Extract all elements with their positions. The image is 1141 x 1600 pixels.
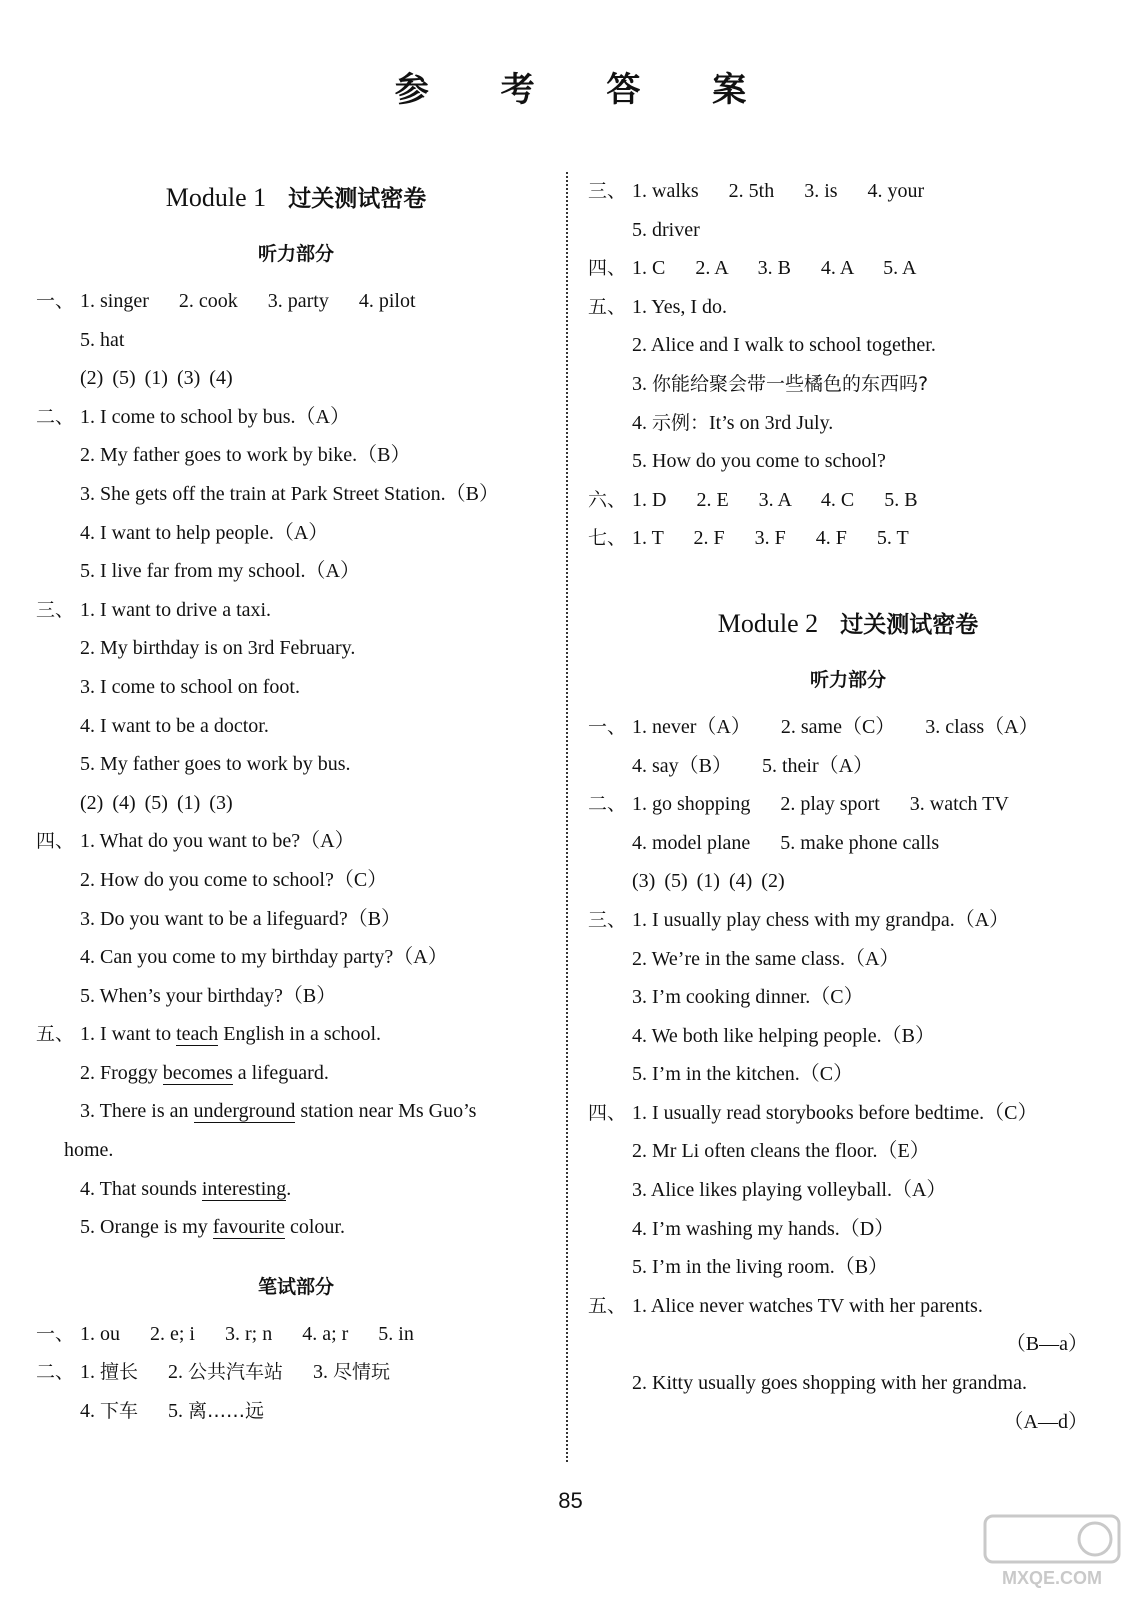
underlined-word: interesting	[201, 1177, 287, 1200]
m1-s3-line	[36, 784, 556, 823]
m1-w2-line	[36, 1353, 556, 1392]
text-segment: colour.	[284, 1216, 345, 1239]
module-2-title	[588, 596, 1108, 652]
m2-s5-line	[588, 1287, 1108, 1326]
m2-s4-line	[588, 1171, 1108, 1210]
page-title: 参 考 答 案	[394, 70, 777, 110]
text-segment: 4. That sounds	[80, 1177, 202, 1200]
m1-s2-line	[36, 436, 556, 475]
m2-s1-line	[588, 747, 1108, 786]
m2-s5-label: 五、	[588, 1294, 627, 1317]
m1-s3-label: 三、	[36, 598, 75, 621]
m1-s5-text	[80, 1015, 381, 1054]
m2-s3-line	[588, 978, 1108, 1017]
m2-s1-line	[588, 708, 1108, 747]
m2-s4-line	[588, 1248, 1108, 1287]
m2-s5-match: （B—a）	[1005, 1333, 1088, 1356]
m2-s5-text: 2. Kitty usually goes shopping with her grandma.	[632, 1372, 1027, 1395]
m2-s2-text: 1. go shopping 2. play sport 3. watch TV	[632, 793, 1009, 816]
m1-w7-label: 七、	[588, 527, 627, 550]
text-segment: 2. Froggy	[80, 1061, 163, 1084]
text-segment: 公共汽车站	[188, 1361, 284, 1384]
m1-s2-text: 4. I want to help people.（A）	[80, 521, 329, 544]
m1-w5-line	[588, 326, 1108, 365]
module-1-title-cn: 过关测试密卷	[288, 186, 427, 212]
m2-s2-text: 4. model plane 5. make phone calls	[632, 831, 940, 854]
m1-w5-text	[588, 404, 833, 443]
m1-s3-text: 4. I want to be a doctor.	[80, 714, 269, 737]
m1-s1-line	[36, 282, 556, 321]
m1-s4-line	[36, 822, 556, 861]
m2-s2-line	[588, 824, 1108, 863]
m1-s4-line	[36, 977, 556, 1016]
m1-s1-line	[36, 321, 556, 360]
m2-s1-text: 4. say（B） 5. their（A）	[632, 754, 874, 777]
m1-s3-line	[36, 745, 556, 784]
m1-w4-text: 1. C 2. A 3. B 4. A 5. A	[632, 257, 917, 280]
m1-s1-text: 5. hat	[80, 328, 125, 351]
m1-s5-line	[36, 1015, 556, 1054]
m2-listening-heading: 听力部分	[809, 668, 886, 691]
m1-s3-line	[36, 629, 556, 668]
m2-s3-label: 三、	[588, 908, 627, 931]
watermark-text: MXQE.COM	[1001, 1568, 1103, 1588]
m1-w7-line	[588, 519, 1108, 558]
m2-s4-line	[588, 1210, 1108, 1249]
m1-s3-text: 3. I come to school on foot.	[80, 675, 300, 698]
m2-s4-text: 5. I’m in the living room.（B）	[632, 1256, 889, 1279]
m2-s1-text: 1. never（A） 2. same（C） 3. class（A）	[632, 715, 1039, 738]
text-segment: 2.	[138, 1361, 189, 1384]
m1-s3-line	[36, 668, 556, 707]
m2-s5-line	[588, 1364, 1108, 1403]
m2-s1-label: 一、	[588, 715, 627, 738]
m2-s2-order: (3) (5) (1) (4) (2)	[632, 870, 785, 893]
m1-s5-line	[36, 1092, 556, 1131]
m1-w1-line	[36, 1315, 556, 1354]
m1-s5-line	[36, 1208, 556, 1247]
m1-w2-line	[36, 1392, 556, 1431]
m1-w6-text: 1. D 2. E 3. A 4. C 5. B	[632, 488, 918, 511]
m2-s4-text: 1. I usually read storybooks before bedtime.（C）	[632, 1101, 1038, 1124]
module-1-title	[36, 170, 556, 226]
m1-w3-line	[588, 172, 1108, 211]
m2-s4-label: 四、	[588, 1101, 627, 1124]
m2-s3-line	[588, 940, 1108, 979]
underlined-word: underground	[193, 1100, 296, 1123]
m1-s5-text	[36, 1092, 476, 1131]
m1-s3-line	[36, 591, 556, 630]
m1-w5-text: 5. How do you come to school?	[632, 450, 886, 473]
m1-s3-line	[36, 707, 556, 746]
watermark-logo	[977, 1512, 1127, 1592]
m1-s2-line	[36, 475, 556, 514]
m1-s3-text: 2. My birthday is on 3rd February.	[80, 637, 356, 660]
text-segment: 4.	[632, 411, 652, 434]
text-segment: 3.	[283, 1361, 334, 1384]
text-segment: 下车	[100, 1400, 139, 1423]
spacer	[588, 558, 1108, 596]
left-column	[36, 170, 556, 1431]
m1-w1-text: 1. ou 2. e; i 3. r; n 4. a; r 5. in	[80, 1322, 414, 1345]
m1-w2-label: 二、	[36, 1361, 75, 1384]
underlined-word: becomes	[162, 1061, 233, 1084]
m2-s3-text: 3. I’m cooking dinner.（C）	[632, 986, 864, 1009]
m1-w1-label: 一、	[36, 1322, 75, 1345]
m2-s3-line	[588, 1017, 1108, 1056]
module-2-title-en: Module 2	[717, 608, 819, 638]
text-segment: English in a school.	[218, 1023, 382, 1046]
m1-s1-line	[36, 359, 556, 398]
text-segment: 你能给聚会带一些橘色的东西吗?	[652, 372, 929, 395]
m2-s2-label: 二、	[588, 793, 627, 816]
text-segment: 示例：	[652, 411, 710, 434]
text-segment: 尽情玩	[333, 1361, 391, 1384]
m1-s2-text: 3. She gets off the train at Park Street Station.（B）	[80, 482, 500, 505]
m1-s2-text: 5. I live far from my school.（A）	[80, 560, 360, 583]
m2-s3-text: 4. We both like helping people.（B）	[632, 1024, 935, 1047]
m1-w2-text	[36, 1392, 264, 1431]
m1-s4-text: 4. Can you come to my birthday party?（A）	[80, 946, 448, 969]
text-segment: 3.	[632, 372, 652, 395]
m1-s4-line	[36, 900, 556, 939]
m1-listening-heading: 听力部分	[257, 243, 334, 265]
m1-w5-line	[588, 442, 1108, 481]
m1-w5-line	[588, 288, 1108, 327]
m1-s5-line	[36, 1054, 556, 1093]
m1-w3-text: 5. driver	[632, 218, 700, 241]
m1-s5-text	[36, 1208, 345, 1247]
text-segment: 擅长	[100, 1361, 139, 1384]
m2-s5-text: 1. Alice never watches TV with her parents.	[632, 1294, 983, 1317]
m1-w5-label: 五、	[588, 295, 627, 318]
m1-s2-text: 1. I come to school by bus.（A）	[80, 405, 350, 428]
m2-s2-line	[588, 785, 1108, 824]
m2-s2-line	[588, 862, 1108, 901]
m1-w5-line	[588, 365, 1108, 404]
m1-s3-text: 5. My father goes to work by bus.	[80, 753, 351, 776]
m1-s2-line	[36, 514, 556, 553]
m1-s5-text	[36, 1054, 329, 1093]
m2-s4-line	[588, 1132, 1108, 1171]
m1-w5-text: 1. Yes, I do.	[632, 295, 728, 318]
text-segment: 1. I want to	[80, 1023, 177, 1046]
m1-w5-text	[588, 365, 928, 404]
m1-s2-line	[36, 398, 556, 437]
column-divider	[566, 172, 568, 1462]
m1-w4-label: 四、	[588, 257, 627, 280]
m2-s5-match: （A—d）	[1003, 1410, 1088, 1433]
m2-s3-line	[588, 1055, 1108, 1094]
m1-w3-line	[588, 211, 1108, 250]
m1-w6-label: 六、	[588, 488, 627, 511]
text-segment: 4.	[80, 1400, 100, 1423]
m1-s5-text	[36, 1170, 291, 1209]
m1-s1-order: (2) (5) (1) (3) (4)	[80, 367, 233, 390]
m1-s1-text: 1. singer 2. cook 3. party 4. pilot	[80, 290, 416, 312]
m1-s5-line	[36, 1131, 556, 1170]
module-2-title-cn: 过关测试密卷	[840, 611, 979, 638]
m1-s5-label: 五、	[36, 1023, 75, 1046]
m1-s3-order: (2) (4) (5) (1) (3)	[80, 791, 233, 814]
m1-written-heading: 笔试部分	[257, 1275, 334, 1298]
m1-s4-line	[36, 938, 556, 977]
underlined-word: teach	[176, 1023, 219, 1046]
m1-w4-line	[588, 249, 1108, 288]
m1-s4-text: 2. How do you come to school?（C）	[80, 868, 388, 891]
m2-s4-line	[588, 1094, 1108, 1133]
text-segment: station near Ms Guo’s	[295, 1100, 477, 1123]
m1-s4-text: 5. When’s your birthday?（B）	[80, 984, 337, 1007]
text-segment: 3. There is an	[80, 1100, 194, 1123]
text-segment: a lifeguard.	[232, 1061, 329, 1084]
text-segment: 离……远	[188, 1400, 265, 1423]
m1-s3-text: 1. I want to drive a taxi.	[80, 598, 272, 621]
underlined-word: favourite	[212, 1216, 285, 1239]
text-segment: It’s on 3rd July.	[709, 411, 834, 434]
m1-s4-label: 四、	[36, 830, 75, 853]
m1-s4-text: 1. What do you want to be?（A）	[80, 830, 355, 853]
m2-s4-text: 3. Alice likes playing volleyball.（A）	[632, 1179, 947, 1202]
m1-s1-label: 一、	[36, 290, 75, 312]
right-column	[588, 172, 1108, 1441]
m2-s3-text: 5. I’m in the kitchen.（C）	[632, 1063, 854, 1086]
m1-s2-label: 二、	[36, 405, 75, 428]
m1-w6-line	[588, 481, 1108, 520]
text-segment: 5.	[138, 1400, 189, 1423]
m1-s2-line	[36, 552, 556, 591]
m1-s5-line	[36, 1170, 556, 1209]
m1-s4-text: 3. Do you want to be a lifeguard?（B）	[80, 907, 402, 930]
m1-w5-text: 2. Alice and I walk to school together.	[632, 334, 936, 357]
m1-s5-text: home.	[64, 1139, 114, 1162]
module-1-title-en: Module 1	[165, 183, 267, 212]
m1-w2-text	[80, 1353, 390, 1392]
m2-s4-text: 4. I’m washing my hands.（D）	[632, 1217, 895, 1240]
m2-s5-line	[588, 1403, 1108, 1442]
text-segment: 5. Orange is my	[80, 1216, 213, 1239]
m1-s4-line	[36, 861, 556, 900]
m1-w5-line	[588, 404, 1108, 443]
m2-s3-line	[588, 901, 1108, 940]
m2-s4-text: 2. Mr Li often cleans the floor.（E）	[632, 1140, 930, 1163]
page-number: 85	[558, 1488, 583, 1513]
m1-w7-text: 1. T 2. F 3. F 4. F 5. T	[632, 527, 909, 550]
m1-s2-text: 2. My father goes to work by bike.（B）	[80, 444, 411, 467]
text-segment: .	[286, 1177, 292, 1200]
text-segment: 1.	[80, 1361, 100, 1384]
m2-s5-line	[588, 1325, 1108, 1364]
m2-s3-text: 2. We’re in the same class.（A）	[632, 947, 900, 970]
m1-w3-label: 三、	[588, 180, 627, 202]
m1-w3-text: 1. walks 2. 5th 3. is 4. your	[632, 180, 925, 202]
m2-s3-text: 1. I usually play chess with my grandpa.（A）	[632, 908, 1010, 931]
